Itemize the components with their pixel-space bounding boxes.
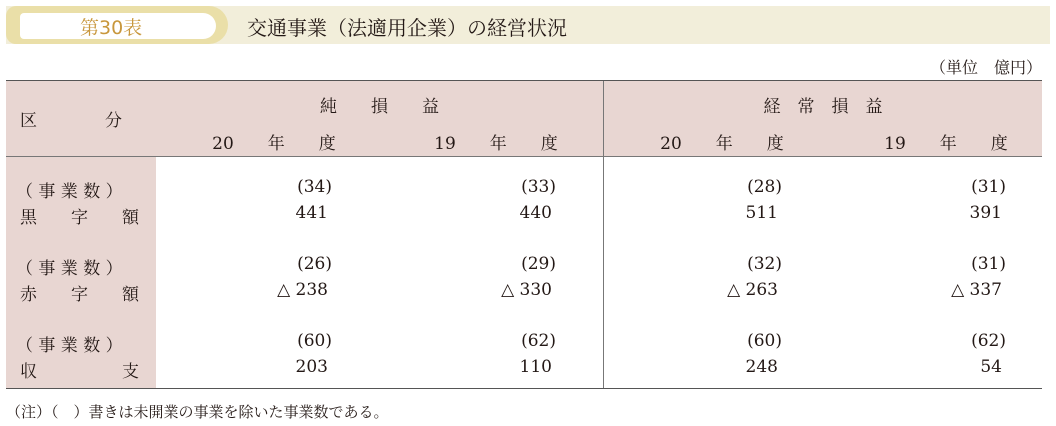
group-divider xyxy=(603,81,604,388)
year-header: 20 年 度 xyxy=(660,134,784,154)
table-number: 第30表 xyxy=(80,16,143,39)
value-cell: △ 263 xyxy=(727,280,778,300)
table-top-rule xyxy=(6,80,1042,81)
table-title: 交通事業（法適用企業）の経営状況 xyxy=(247,16,567,40)
value-cell: 110 xyxy=(519,357,552,377)
header-rule xyxy=(6,156,1042,157)
year-header: 19 年 度 xyxy=(434,134,558,154)
value-cell: 203 xyxy=(295,357,328,377)
value-cell: 391 xyxy=(969,203,1002,223)
row-count-label: （ 事 業 数 ） xyxy=(16,182,123,202)
year-header: 19 年 度 xyxy=(884,134,1008,154)
year-header: 20 年 度 xyxy=(212,134,336,154)
row-count-label: （ 事 業 数 ） xyxy=(16,259,123,279)
value-cell: △ 238 xyxy=(277,280,328,300)
table-number-box xyxy=(20,13,216,39)
count-cell: (60) xyxy=(297,331,332,351)
count-cell: (60) xyxy=(747,331,782,351)
data-table xyxy=(6,80,1042,390)
value-cell: △ 337 xyxy=(951,280,1002,300)
group-header-ordinary: 経 常 損 益 xyxy=(763,97,883,117)
count-cell: (34) xyxy=(297,177,332,197)
table-bottom-rule xyxy=(6,388,1042,389)
table-number-tab xyxy=(6,6,228,44)
count-cell: (28) xyxy=(747,177,782,197)
value-cell: 54 xyxy=(980,357,1002,377)
count-cell: (31) xyxy=(971,254,1006,274)
count-cell: (31) xyxy=(971,177,1006,197)
value-cell: 441 xyxy=(295,203,328,223)
row-label: 黒 字 額 xyxy=(20,208,139,228)
row-count-label: （ 事 業 数 ） xyxy=(16,336,123,356)
stub-header: 区 分 xyxy=(20,111,122,131)
count-cell: (62) xyxy=(521,331,556,351)
count-cell: (26) xyxy=(297,254,332,274)
value-cell: 440 xyxy=(519,203,552,223)
value-cell: △ 330 xyxy=(501,280,552,300)
count-cell: (32) xyxy=(747,254,782,274)
count-cell: (33) xyxy=(521,177,556,197)
group-header-net: 純 損 益 xyxy=(320,97,439,117)
row-label: 収 支 xyxy=(20,362,139,382)
value-cell: 511 xyxy=(745,203,778,223)
unit-label: （単位 億円） xyxy=(929,58,1042,77)
count-cell: (62) xyxy=(971,331,1006,351)
value-cell: 248 xyxy=(745,357,778,377)
row-label: 赤 字 額 xyxy=(20,285,139,305)
count-cell: (29) xyxy=(521,254,556,274)
footnote: （注）（ ）書きは未開業の事業を除いた事業数である。 xyxy=(6,403,389,421)
